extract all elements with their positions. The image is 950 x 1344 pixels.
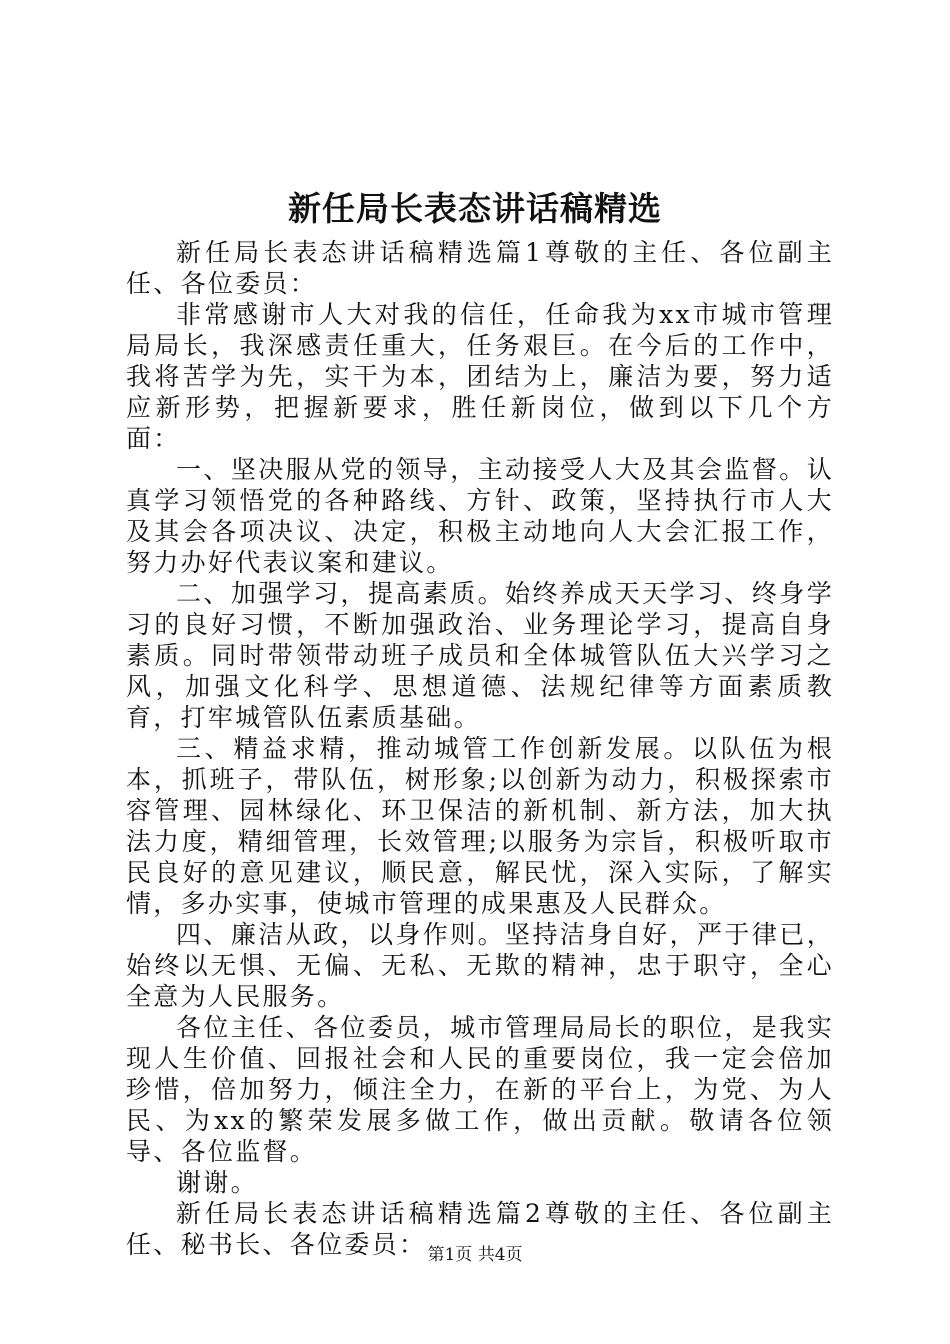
- paragraph: 三、精益求精，推动城管工作创新发展。以队伍为根本，抓班子，带队伍，树形象;以创新为动力，积极探索市容管理、园林绿化、环卫保洁的新机制、新方法，加大执法力度，精细管理，长效管理;以服务为宗旨，积极听取市民良好的意见建议，顺民意，解民忧，深入实际，了解实情，多办实事，使城市管理的成果惠及人民群众。: [126, 734, 834, 918]
- paragraph: 一、坚决服从党的领导，主动接受人大及其会监督。认真学习领悟党的各种路线、方针、政策，坚持执行市人大及其会各项决议、决定，积极主动地向人大会汇报工作，努力办好代表议案和建议。: [126, 455, 834, 577]
- paragraph: 新任局长表态讲话稿精选篇1尊敬的主任、各位副主任、各位委员：: [126, 238, 834, 298]
- page-footer: [0, 1243, 950, 1267]
- paragraph: 各位主任、各位委员，城市管理局局长的职位，是我实现人生价值、回报社会和人民的重要岗位，我一定会倍加珍惜，倍加努力，倾注全力，在新的平台上，为党、为人民、为xx的繁荣发展多做工作，做出贡献。敬请各位领导、各位监督。: [126, 1013, 834, 1166]
- paragraph: 四、廉洁从政，以身作则。坚持洁身自好，严于律已，始终以无惧、无偏、无私、无欺的精神，忠于职守，全心全意为人民服务。: [126, 920, 834, 1011]
- paragraph: 新任局长表态讲话稿精选篇2尊敬的主任、各位副主任、秘书长、各位委员：: [126, 1199, 834, 1259]
- paragraph: 谢谢。: [176, 1168, 258, 1197]
- paragraph: 非常感谢市人大对我的信任，任命我为xx市城市管理局局长，我深感责任重大，任务艰巨。在今后的工作中，我将苦学为先，实干为本，团结为上，廉洁为要，努力适应新形势，把握新要求，胜任新岗位，做到以下几个方面：: [126, 300, 834, 453]
- page-number: 第1页: [427, 1245, 473, 1265]
- paragraph: 二、加强学习，提高素质。始终养成天天学习、终身学习的良好习惯，不断加强政治、业务理论学习，提高自身素质。同时带领带动班子成员和全体城管队伍大兴学习之风，加强文化科学、思想道德、法规纪律等方面素质教育，打牢城管队伍素质基础。: [126, 579, 834, 732]
- page-total: 共4页: [477, 1245, 523, 1265]
- document-body: [126, 237, 834, 1260]
- document-title: 新任局长表态讲话稿精选: [288, 189, 662, 228]
